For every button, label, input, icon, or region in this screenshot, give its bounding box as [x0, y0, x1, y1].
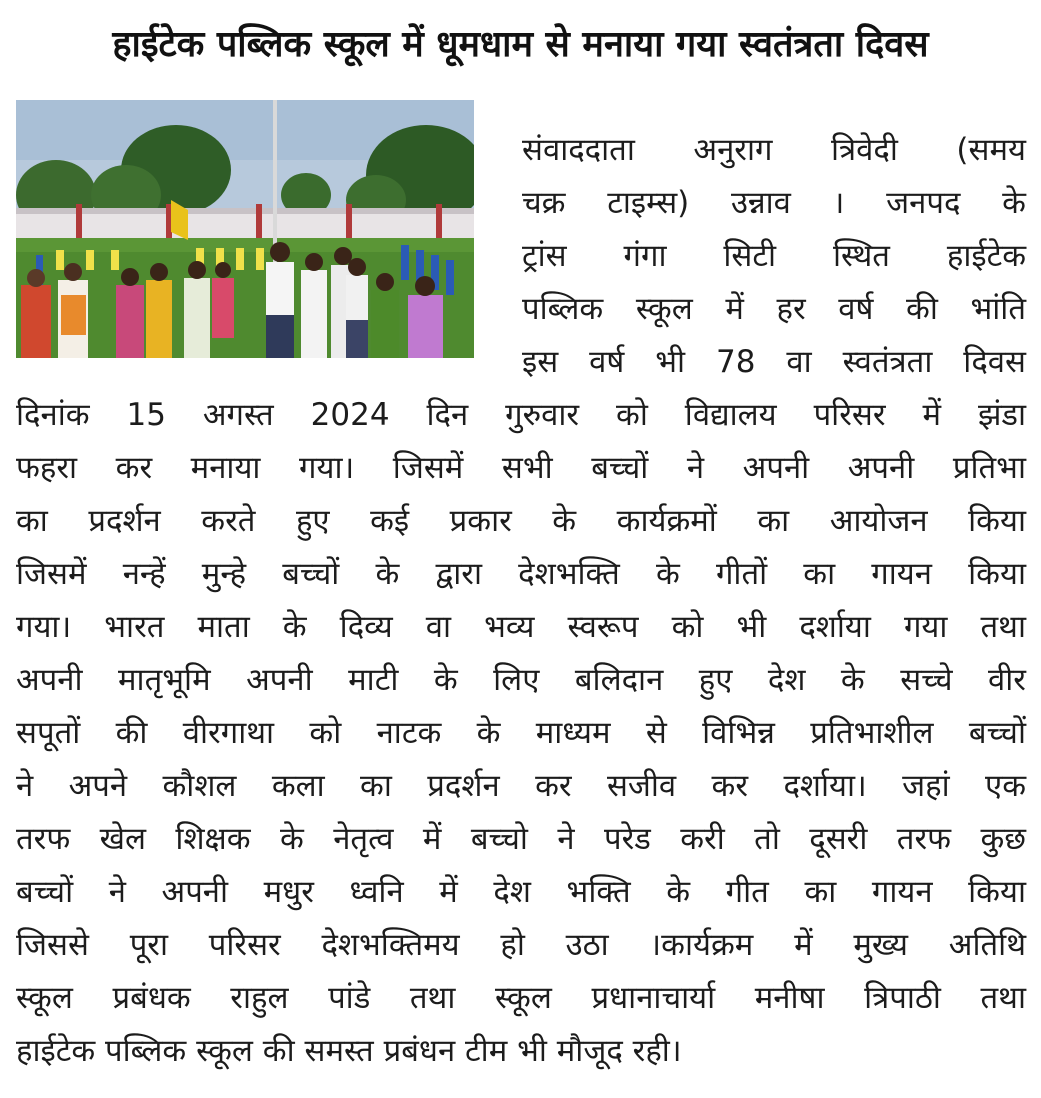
- article-line: का प्रदर्शन करते हुए कई प्रकार के कार्यक्रमों का आयोजन किया: [16, 503, 1026, 539]
- article-line: दिनांक 15 अगस्त 2024 दिन गुरुवार को विद्यालय परिसर में झंडा: [16, 397, 1026, 433]
- article-line: तरफ खेल शिक्षक के नेतृत्व में बच्चो ने परेड करी तो दूसरी तरफ कुछ: [16, 821, 1026, 857]
- article-line: सपूतों की वीरगाथा को नाटक के माध्यम से विभिन्न प्रतिभाशील बच्चों: [16, 715, 1026, 751]
- article-line: पब्लिक स्कूल में हर वर्ष की भांति: [522, 291, 1026, 327]
- article-line: गया। भारत माता के दिव्य वा भव्य स्वरूप को भी दर्शाया गया तथा: [16, 609, 1026, 645]
- article-line: चक्र टाइम्स) उन्नाव । जनपद के: [522, 185, 1026, 221]
- article-line: बच्चों ने अपनी मधुर ध्वनि में देश भक्ति के गीत का गायन किया: [16, 874, 1026, 910]
- article-line: संवाददाता अनुराग त्रिवेदी (समय: [522, 132, 1026, 168]
- article-line: फहरा कर मनाया गया। जिसमें सभी बच्चों ने अपनी अपनी प्रतिभा: [16, 450, 1026, 486]
- article-line: अपनी मातृभूमि अपनी माटी के लिए बलिदान हुए देश के सच्चे वीर: [16, 662, 1026, 698]
- article-line: हाईटेक पब्लिक स्कूल की समस्त प्रबंधन टीम भी मौजूद रही।: [16, 1033, 682, 1069]
- article-line: जिससे पूरा परिसर देशभक्तिमय हो उठा ।कार्यक्रम में मुख्य अतिथि: [16, 927, 1026, 963]
- article-line: इस वर्ष भी 78 वा स्वतंत्रता दिवस: [522, 344, 1026, 380]
- headline: हाईटेक पब्लिक स्कूल में धूमधाम से मनाया गया स्वतंत्रता दिवस: [112, 24, 929, 65]
- article-line: ने अपने कौशल कला का प्रदर्शन कर सजीव कर दर्शाया। जहां एक: [16, 768, 1026, 804]
- article-line: स्कूल प्रबंधक राहुल पांडे तथा स्कूल प्रधानाचार्या मनीषा त्रिपाठी तथा: [16, 980, 1026, 1016]
- article-line: जिसमें नन्हें मुन्हे बच्चों के द्वारा देशभक्ति के गीतों का गायन किया: [16, 556, 1026, 592]
- article-line: ट्रांस गंगा सिटी स्थित हाईटेक: [522, 238, 1026, 274]
